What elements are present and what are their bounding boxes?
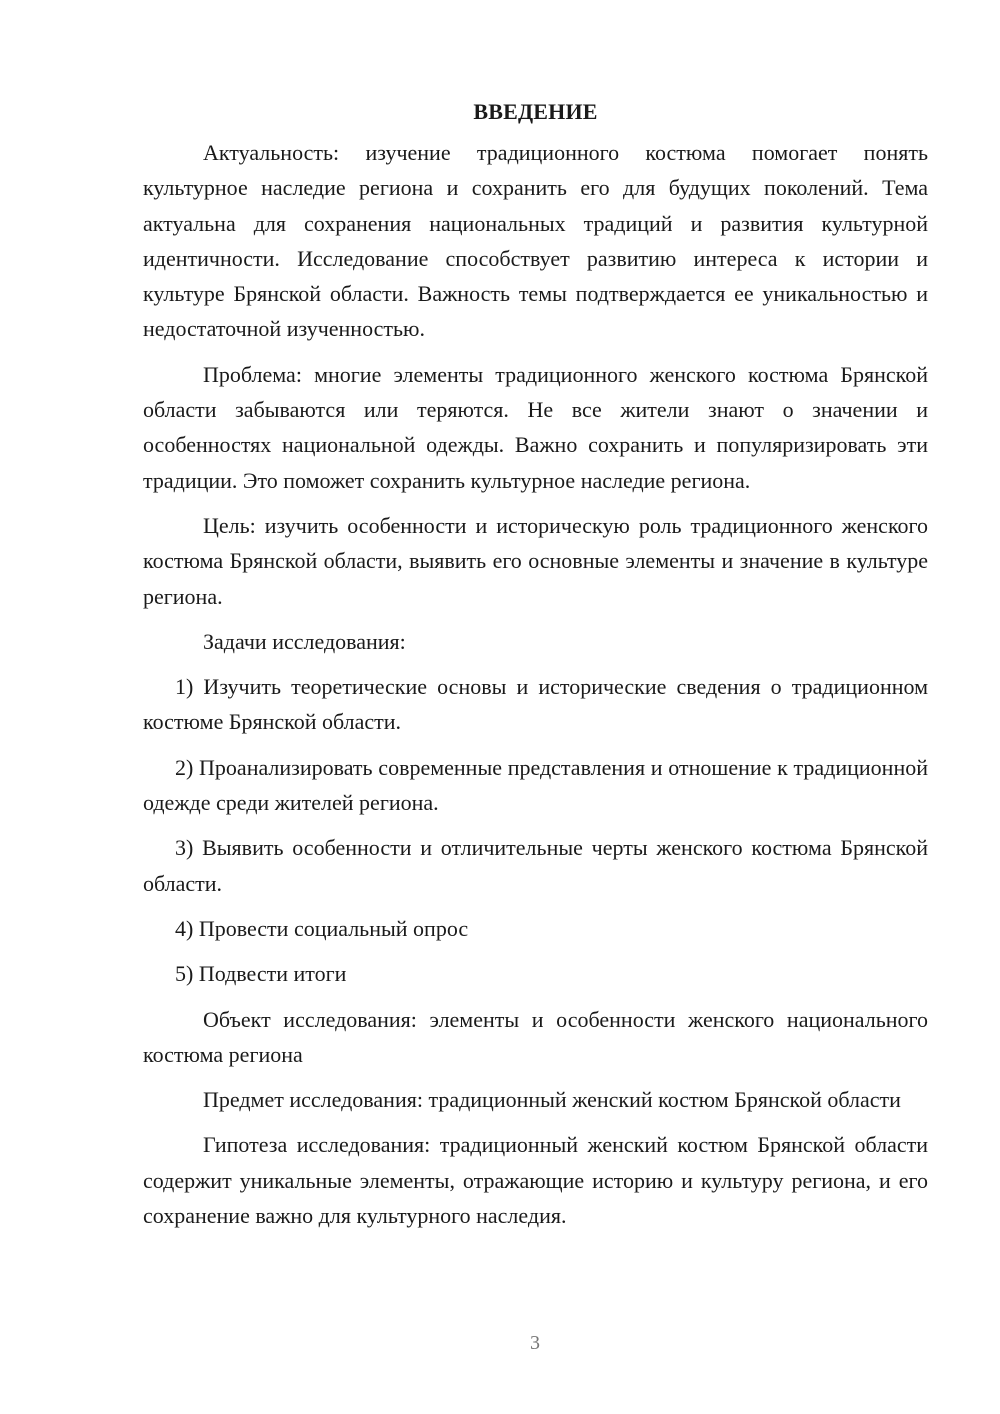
paragraph-relevance: Актуальность: изучение традиционного костюма помогает понять культурное наследие региона и сохранить его для будущих поколений. Тема актуальна для сохранения национальных традиций и развития культурной идентичности. Исследование способствует развитию интереса к истории и культуре Брянской области. Важность темы подтверждается ее уникальностью и недостаточной изученностью. (143, 140, 928, 342)
paragraph-subject: Предмет исследования: традиционный женский костюм Брянской области (203, 1087, 901, 1113)
section-heading: ВВЕДЕНИЕ (473, 99, 598, 124)
task-item-3: 3) Выявить особенности и отличительные черты женского костюма Брянской области. (143, 835, 928, 896)
paragraph-tasks-intro: Задачи исследования: (203, 628, 406, 654)
task-item-1: 1) Изучить теоретические основы и исторические сведения о традиционном костюме Брянской области. (143, 674, 928, 735)
paragraph-object: Объект исследования: элементы и особенности женского национального костюма региона (143, 1006, 928, 1067)
paragraph-problem: Проблема: многие элементы традиционного женского костюма Брянской области забываются или теряются. Не все жители знают о значении и особенностях национальной одежды. Важно сохранить и популяризировать эти традиции. Это поможет сохранить культурное наследие региона. (143, 361, 928, 493)
page-number: 3 (530, 1332, 540, 1354)
task-item-2: 2) Проанализировать современные представления и отношение к традиционной одежде среди жителей региона. (143, 754, 928, 816)
paragraph-goal: Цель: изучить особенности и историческую роль традиционного женского костюма Брянской области, выявить его основные элементы и значение в культуре региона. (143, 512, 928, 609)
task-item-5: 5) Подвести итоги (175, 961, 347, 987)
paragraph-hypothesis: Гипотеза исследования: традиционный женский костюм Брянской области содержит уникальные элементы, отражающие историю и культуру региона, и его сохранение важно для культурного наследия. (143, 1132, 928, 1229)
task-item-4: 4) Провести социальный опрос (175, 915, 469, 941)
page-content (143, 94, 928, 1233)
